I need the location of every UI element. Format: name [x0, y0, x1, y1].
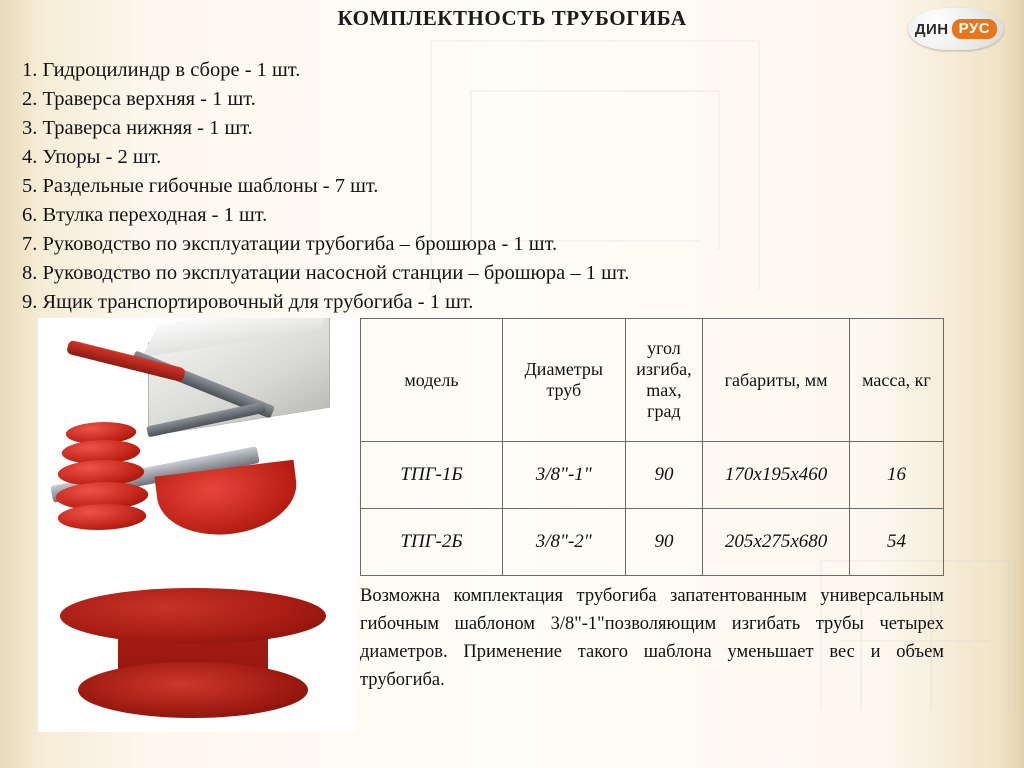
list-item: 8. Руководство по эксплуатации насосной станции – брошюра – 1 шт.	[22, 262, 630, 284]
table-cell: 205х275х680	[703, 509, 850, 576]
bending-former-photo	[38, 580, 356, 732]
table-cell: 54	[849, 509, 943, 576]
specifications-table	[360, 318, 944, 576]
table-cell: ТПГ-2Б	[361, 509, 503, 576]
logo	[908, 8, 1004, 50]
table-cell: 90	[625, 509, 703, 576]
table-row	[361, 442, 944, 509]
list-item: 7. Руководство по эксплуатации трубогиба – брошюра - 1 шт.	[22, 233, 558, 255]
note-paragraph: Возможна комплектация трубогиба запатентованным универсальным гибочным шаблоном 3/8"-1"позволяющим изгибать трубы четырех диаметров. Применение такого шаблона уменьшает вес и объем трубогиба.	[360, 586, 944, 690]
table-header-cell: модель	[361, 319, 503, 442]
table-header-cell: масса, кг	[849, 319, 943, 442]
table-row	[361, 509, 944, 576]
note-text	[360, 582, 944, 694]
logo-text-rus: РУС	[952, 19, 997, 39]
list-item: 2. Траверса верхняя - 1 шт.	[22, 88, 256, 110]
pipe-bender-photo	[38, 318, 356, 580]
table-cell: 16	[849, 442, 943, 509]
table-header-cell: Диаметры труб	[502, 319, 625, 442]
table-cell: 90	[625, 442, 703, 509]
table-header-cell: габариты, мм	[703, 319, 850, 442]
list-item: 3. Траверса нижняя - 1 шт.	[22, 117, 253, 139]
page-title: КОМПЛЕКТНОСТЬ ТРУБОГИБА	[337, 6, 687, 30]
logo-text-din: ДИН	[914, 20, 949, 38]
table-cell: 3/8"-1"	[502, 442, 625, 509]
list-item: 6. Втулка переходная - 1 шт.	[22, 204, 268, 226]
table-cell: 3/8"-2"	[502, 509, 625, 576]
table-header-cell: угол изгиба, max, град	[625, 319, 703, 442]
table-cell: ТПГ-1Б	[361, 442, 503, 509]
list-item: 5. Раздельные гибочные шаблоны - 7 шт.	[22, 175, 379, 197]
components-list	[22, 56, 962, 317]
bending-formers-stack	[56, 422, 152, 532]
list-item: 1. Гидроцилиндр в сборе - 1 шт.	[22, 59, 301, 81]
table-header-row	[361, 319, 944, 442]
list-item: 9. Ящик транспортировочный для трубогиба - 1 шт.	[22, 291, 474, 313]
table-cell: 170х195х460	[703, 442, 850, 509]
list-item: 4. Упоры - 2 шт.	[22, 146, 162, 168]
